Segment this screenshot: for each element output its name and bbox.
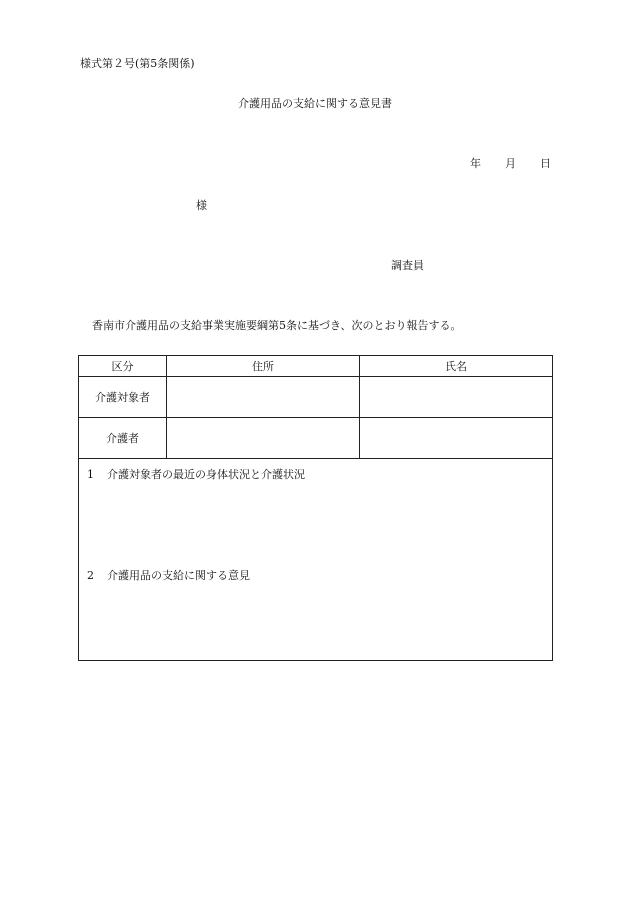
date-year-label: 年 [470,157,481,170]
care-recipient-name-field[interactable] [360,377,553,418]
caregiver-address-field[interactable] [167,418,360,459]
header-address: 住所 [167,356,360,377]
document-title: 介護用品の支給に関する意見書 [238,97,392,110]
report-table [78,355,553,661]
date-line [470,158,551,169]
date-month-label: 月 [505,157,516,170]
section-1-number: 1 [87,468,94,481]
table-header-row [79,356,553,377]
notes-area[interactable] [79,459,553,661]
table-row [79,418,553,459]
notes-row [79,459,553,661]
date-day-label: 日 [540,157,551,170]
caregiver-name-field[interactable] [360,418,553,459]
investigator-label: 調査員 [391,259,424,272]
section-1 [87,466,305,482]
row-category-care-recipient: 介護対象者 [79,377,167,418]
section-2-label: 介護用品の支給に関する意見 [107,569,250,582]
table-row [79,377,553,418]
header-category: 区分 [79,356,167,377]
section-2 [87,567,250,583]
header-name: 氏名 [360,356,553,377]
form-number: 様式第２号(第5条関係) [80,57,195,70]
section-2-number: 2 [87,569,94,582]
addressee-suffix: 様 [196,199,207,212]
statement-text: 香南市介護用品の支給事業実施要綱第5条に基づき、次のとおり報告する。 [92,319,462,332]
row-category-caregiver: 介護者 [79,418,167,459]
care-recipient-address-field[interactable] [167,377,360,418]
section-1-label: 介護対象者の最近の身体状況と介護状況 [107,468,305,481]
